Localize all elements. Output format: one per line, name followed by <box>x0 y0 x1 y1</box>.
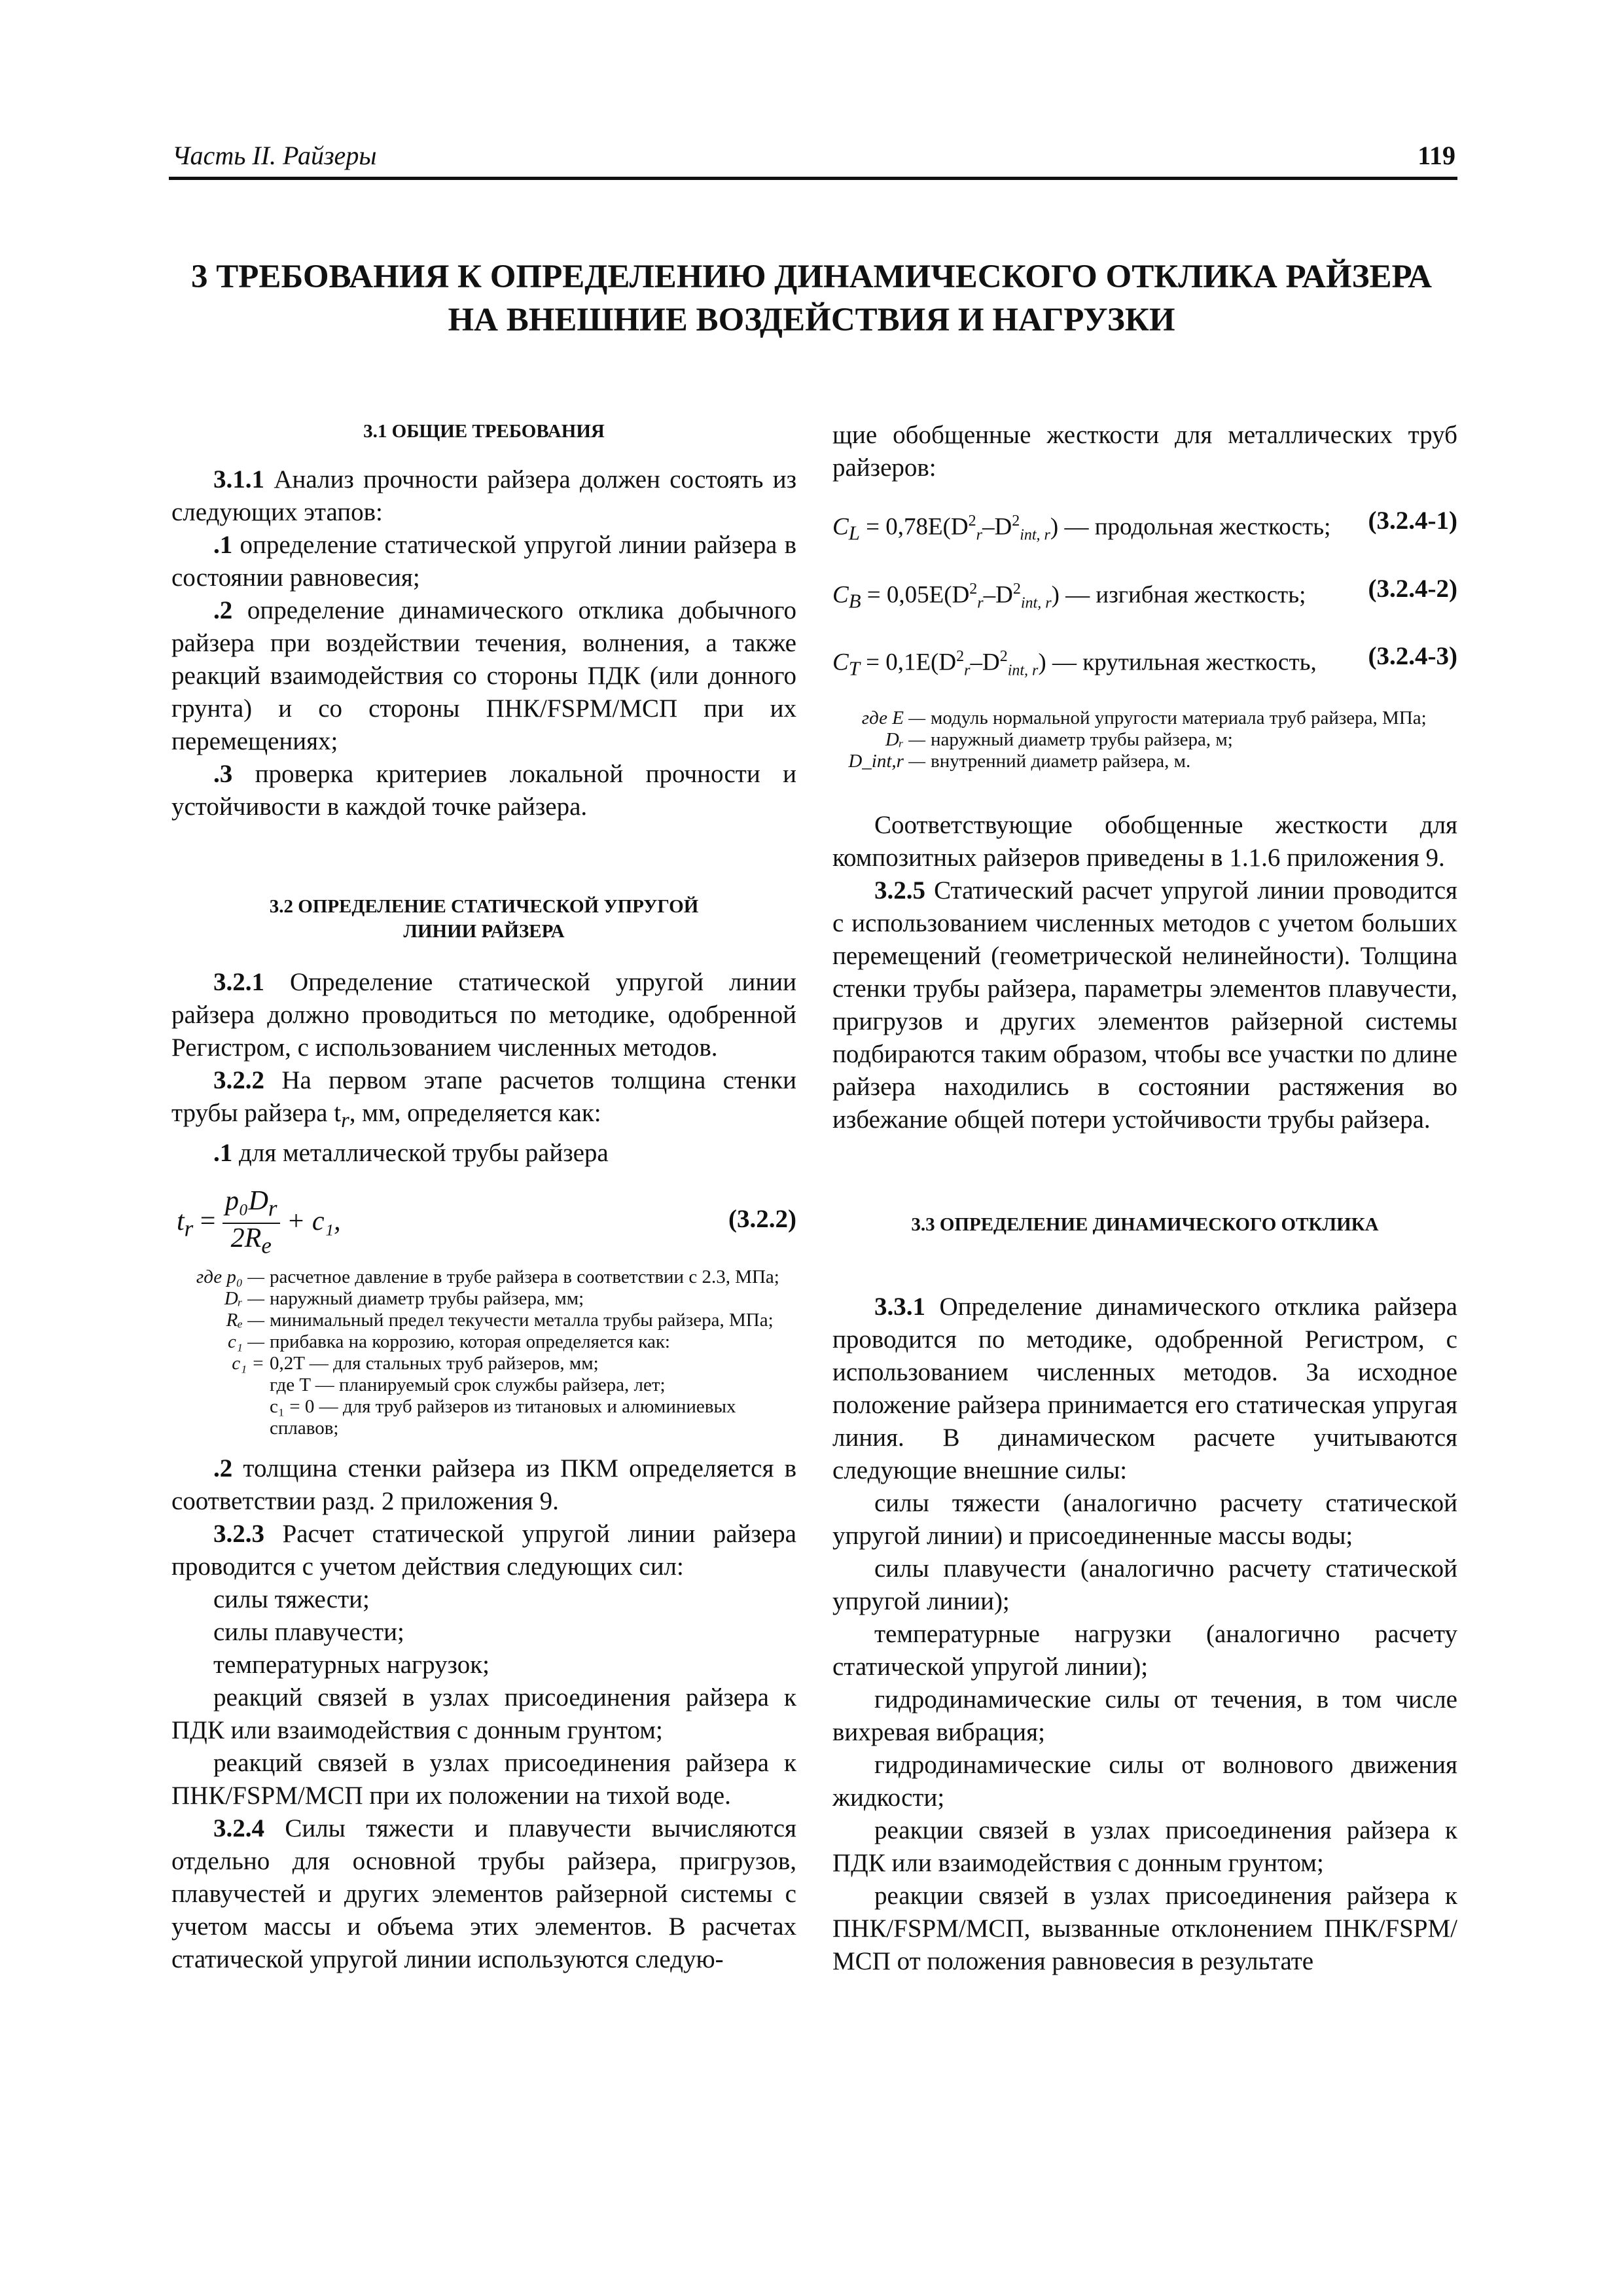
where-legend-3-2-2 <box>171 1266 796 1439</box>
paragraph-3-1-1 <box>171 463 796 529</box>
right-column <box>832 419 1457 1978</box>
section-heading-3-3: 3.3 ОПРЕДЕЛЕНИЕ ДИНАМИЧЕСКОГО ОТКЛИКА <box>911 1214 1379 1236</box>
subscript: r <box>341 1108 349 1132</box>
formula-lhs: t <box>177 1206 185 1236</box>
paragraph-3-3-1 <box>832 1291 1457 1487</box>
formula-number: (3.2.4-2) <box>1368 574 1457 603</box>
legend-row <box>171 1353 796 1374</box>
paragraph-3-2-3 <box>171 1518 796 1583</box>
stiffness-formulas <box>832 504 1457 688</box>
legend-row <box>171 1310 796 1331</box>
formula-body: = 0,1E(D <box>859 649 957 676</box>
paragraph-text: Определение динамического отклика райзера проводится по методике, одобренной Регистром, с использованием численных методов. За исходное положение райзера принимается его статическая упругая линия. В динамическом расчете учитываются следующие внешние силы: <box>832 1293 1457 1485</box>
legend-symbol: D_int,r — <box>848 751 925 772</box>
section-heading-3-1: 3.1 ОБЩИЕ ТРЕБОВАНИЯ <box>363 421 605 442</box>
left-column <box>171 419 796 1976</box>
paragraph-text: Анализ прочности райзера должен состоять из следующих этапов: <box>171 465 796 526</box>
force-item: силы плавучести (аналогично расчету статической упругой линии); <box>832 1554 1457 1616</box>
paragraph-text: Силы тяжести и плавучести вычисляются отдельно для основной трубы райзера, пригрузов, плавучестей и других элементов райзерной системы с учетом массы и объема этих элементов. В расчетах статической упругой линии используются следую- <box>171 1814 796 1973</box>
list-item-1 <box>171 529 796 594</box>
paragraph-text: Определение статической упругой линии райзера должно проводиться по методике, одобренной Регистром, с использованием численных методов. <box>171 968 796 1062</box>
static-forces-list <box>171 1583 796 1812</box>
item-number: .1 <box>213 531 233 559</box>
legend-row <box>832 751 1457 772</box>
chapter-title-line-2: НА ВНЕШНИЕ ВОЗДЕЙСТВИЯ И НАГРУЗКИ <box>448 302 1175 338</box>
stiffness-formula <box>832 639 1457 688</box>
square-sup: 2 <box>969 580 978 598</box>
force-item: реакций связей в узлах присоединения райзера к ПДК или взаимодействия с донным грунтом; <box>171 1683 796 1744</box>
legend-description: модуль нормальной упругости материала труб райзера, МПа; <box>931 708 1427 729</box>
close-paren: ) <box>1051 581 1060 609</box>
formula-lhs-sub: L <box>848 522 860 545</box>
chapter-title-line-1: 3 ТРЕБОВАНИЯ К ОПРЕДЕЛЕНИЮ ДИНАМИЧЕСКОГО ОТКЛИКА РАЙЗЕРА <box>191 259 1432 295</box>
item-number: .2 <box>213 596 233 624</box>
numerator-text: p₀D <box>224 1185 268 1216</box>
formula-fraction <box>223 1187 280 1261</box>
formula-number: (3.2.4-3) <box>1368 642 1457 671</box>
paragraph-text: На первом этапе расчетов толщина стенки трубы райзера t <box>171 1066 796 1127</box>
formula-lhs: C <box>832 581 849 609</box>
close-paren: ) <box>1038 649 1046 676</box>
square-sup: 2 <box>1012 512 1020 529</box>
section-heading-line-1: 3.2 ОПРЕДЕЛЕНИЕ СТАТИЧЕСКОЙ УПРУГОЙ <box>269 896 699 917</box>
section-heading-line-2: ЛИНИИ РАЙЗЕРА <box>403 921 565 942</box>
force-item: реакции связей в узлах присоединения райзера к ПДК или взаимодействия с донным грунтом; <box>832 1816 1457 1878</box>
formula-lhs-sub: B <box>848 590 861 613</box>
paragraph-text: Расчет статической упругой линии райзера проводится с учетом действия следующих сил: <box>171 1519 796 1581</box>
paragraph-3-2-2 <box>171 1064 796 1137</box>
force-item: силы плавучести; <box>213 1617 404 1646</box>
legend-description: где T — планируемый срок службы райзера, лет; <box>270 1374 666 1395</box>
minus-sign: –D <box>970 649 1000 676</box>
paragraph-3-2-5 <box>832 874 1457 1136</box>
legend-description: наружный диаметр трубы райзера, м; <box>931 729 1233 751</box>
force-item: силы тяжести; <box>213 1585 370 1613</box>
legend-symbol: где E — <box>861 708 925 729</box>
legend-description: внутренний диаметр райзера, м. <box>931 751 1191 772</box>
clause-number: 3.3.1 <box>874 1293 925 1321</box>
legend-description: наружный диаметр трубы райзера, мм; <box>270 1287 584 1309</box>
clause-number: 3.2.5 <box>874 876 925 905</box>
force-item: реакции связей в узлах присоединения райзера к ПНК/FSPM/МСП, вызванные отклонением ПНК/FSPM/МСП от положения равновесия в результате <box>832 1882 1457 1976</box>
formula-tail: — продольная жесткость; <box>1058 513 1331 541</box>
stiffness-formula <box>832 572 1457 620</box>
legend-row <box>171 1396 796 1439</box>
formula-lhs-sub: r <box>184 1215 194 1242</box>
item-number: .2 <box>213 1454 233 1482</box>
formula-number: (3.2.4-1) <box>1368 507 1457 535</box>
clause-number: 3.2.2 <box>213 1066 264 1094</box>
clause-number: 3.2.4 <box>213 1814 264 1842</box>
force-item: гидродинамические силы от течения, в том числе вихревая вибрация; <box>832 1685 1457 1747</box>
section-heading-3-2 <box>171 894 796 944</box>
formula-number: (3.2.2) <box>728 1204 796 1233</box>
item-number: .1 <box>213 1138 233 1167</box>
legend-row <box>171 1331 796 1353</box>
item-number: .3 <box>213 760 233 788</box>
minus-sign: –D <box>982 513 1012 541</box>
legend-row <box>171 1288 796 1310</box>
inner-sub: int, r <box>1007 662 1039 680</box>
item-text: определение статической упругой линии райзера в состоянии равновесия; <box>171 531 796 592</box>
paragraph-text: Статический расчет упругой линии проводится с использованием численных методов с учетом больших перемещений (геометрической нелинейности). Толщина стенки трубы райзера, параметры элементов плавучести, пригрузов и других элементов райзерной системы подбираются таким образом, чтобы все участки по длине райзера находились в состоянии растяжения во избежание общей потери устойчивости трубы райзера. <box>832 876 1457 1134</box>
item-text: толщина стенки райзера из ПКМ определяется в соответствии разд. 2 приложения 9. <box>171 1454 796 1515</box>
fraction-numerator <box>223 1187 280 1224</box>
numerator-sub: r <box>268 1195 277 1221</box>
formula-3-2-2 <box>171 1185 796 1259</box>
legend-description: расчетное давление в трубе райзера в соответствии с 2.3, МПа; <box>270 1266 779 1287</box>
legend-symbol: Rₑ — <box>226 1309 264 1331</box>
item-text: для металлической трубы райзера <box>232 1138 609 1167</box>
paragraph-3-2-1 <box>171 966 796 1064</box>
formula-body: = 0,78E(D <box>859 513 969 541</box>
list-item-3 <box>171 758 796 823</box>
force-item: гидродинамические силы от волнового движения жидкости; <box>832 1751 1457 1812</box>
square-sup: 2 <box>968 512 976 529</box>
formula-tail: — изгибная жесткость; <box>1059 581 1306 609</box>
header-rule <box>169 177 1457 180</box>
formula-equals: = <box>193 1206 223 1236</box>
outer-sub: r <box>977 594 984 612</box>
legend-row <box>171 1266 796 1288</box>
inner-sub: int, r <box>1020 594 1052 612</box>
legend-symbol <box>171 1396 270 1439</box>
denominator-text: 2R <box>230 1223 262 1254</box>
legend-symbol: где p₀ — <box>196 1266 264 1287</box>
force-item: температурные нагрузки (аналогично расчету статической упругой линии); <box>832 1620 1457 1681</box>
square-sup: 2 <box>956 648 965 666</box>
running-header-title: Часть II. Райзеры <box>172 141 377 170</box>
page-number: 119 <box>1418 141 1455 170</box>
stiffness-intro: щие обобщенные жесткости для металлических труб райзеров: <box>832 421 1457 482</box>
formula-body: = 0,05E(D <box>861 581 970 609</box>
legend-symbol: c₁ = <box>232 1352 264 1374</box>
legend-symbol: Dᵣ — <box>224 1287 264 1309</box>
dynamic-forces-list <box>832 1487 1457 1978</box>
legend-description: c₁ = 0 — для труб райзеров из титановых и алюминиевых сплавов; <box>270 1395 736 1439</box>
legend-description: 0,2T — для стальных труб райзеров, мм; <box>270 1352 599 1374</box>
close-paren: ) <box>1050 513 1059 541</box>
where-legend-3-2-4 <box>832 708 1457 772</box>
fraction-denominator <box>223 1224 280 1260</box>
paragraph-text-end: , мм, определяется как: <box>349 1099 601 1127</box>
stiffness-formula <box>832 504 1457 552</box>
denominator-sub: e <box>261 1232 272 1259</box>
outer-sub: r <box>964 662 971 680</box>
legend-row <box>832 708 1457 729</box>
outer-sub: r <box>976 526 982 544</box>
item-text: проверка критериев локальной прочности и устойчивости в каждой точке райзера. <box>171 760 796 821</box>
legend-description: минимальный предел текучести металла трубы райзера, МПа; <box>270 1309 774 1331</box>
legend-row <box>171 1374 796 1396</box>
legend-symbol <box>171 1374 270 1396</box>
ptm-item <box>171 1452 796 1518</box>
force-item: силы тяжести (аналогично расчету статической упругой линии) и присоединенные массы воды; <box>832 1489 1457 1551</box>
force-item: температурных нагрузок; <box>213 1650 490 1679</box>
formula-lhs: C <box>832 649 849 676</box>
clause-number: 3.2.1 <box>213 968 264 996</box>
legend-description: прибавка на коррозию, которая определяется как: <box>270 1331 670 1352</box>
metal-pipe-item <box>171 1137 796 1170</box>
force-item: реакций связей в узлах присоединения райзера к ПНК/FSPM/МСП при их положении на тихой воде. <box>171 1748 796 1810</box>
clause-number: 3.1.1 <box>213 465 264 493</box>
legend-symbol: Dᵣ — <box>885 729 925 751</box>
chapter-title <box>164 255 1459 342</box>
minus-sign: –D <box>983 581 1013 609</box>
square-sup: 2 <box>999 648 1008 666</box>
formula-lhs: C <box>832 513 849 541</box>
formula-rest: + c₁, <box>279 1206 341 1236</box>
inner-sub: int, r <box>1020 526 1050 544</box>
formula-tail: — крутильная жесткость, <box>1046 649 1317 676</box>
formula-lhs-sub: T <box>848 658 860 681</box>
square-sup: 2 <box>1012 580 1021 598</box>
item-text: определение динамического отклика добычного райзера при воздействии течения, волнения, а также реакций взаимодействия со стороны ПДК (или донного грунта) и со стороны ПНК/FSPM/МСП при их перемещениях; <box>171 596 796 755</box>
paragraph-3-2-4 <box>171 1812 796 1976</box>
legend-symbol: c₁ — <box>228 1331 264 1352</box>
list-item-2 <box>171 594 796 758</box>
clause-number: 3.2.3 <box>213 1519 264 1548</box>
legend-row <box>832 729 1457 751</box>
composite-paragraph: Соответствующие обобщенные жесткости для композитных райзеров приведены в 1.1.6 приложения 9. <box>832 811 1457 872</box>
